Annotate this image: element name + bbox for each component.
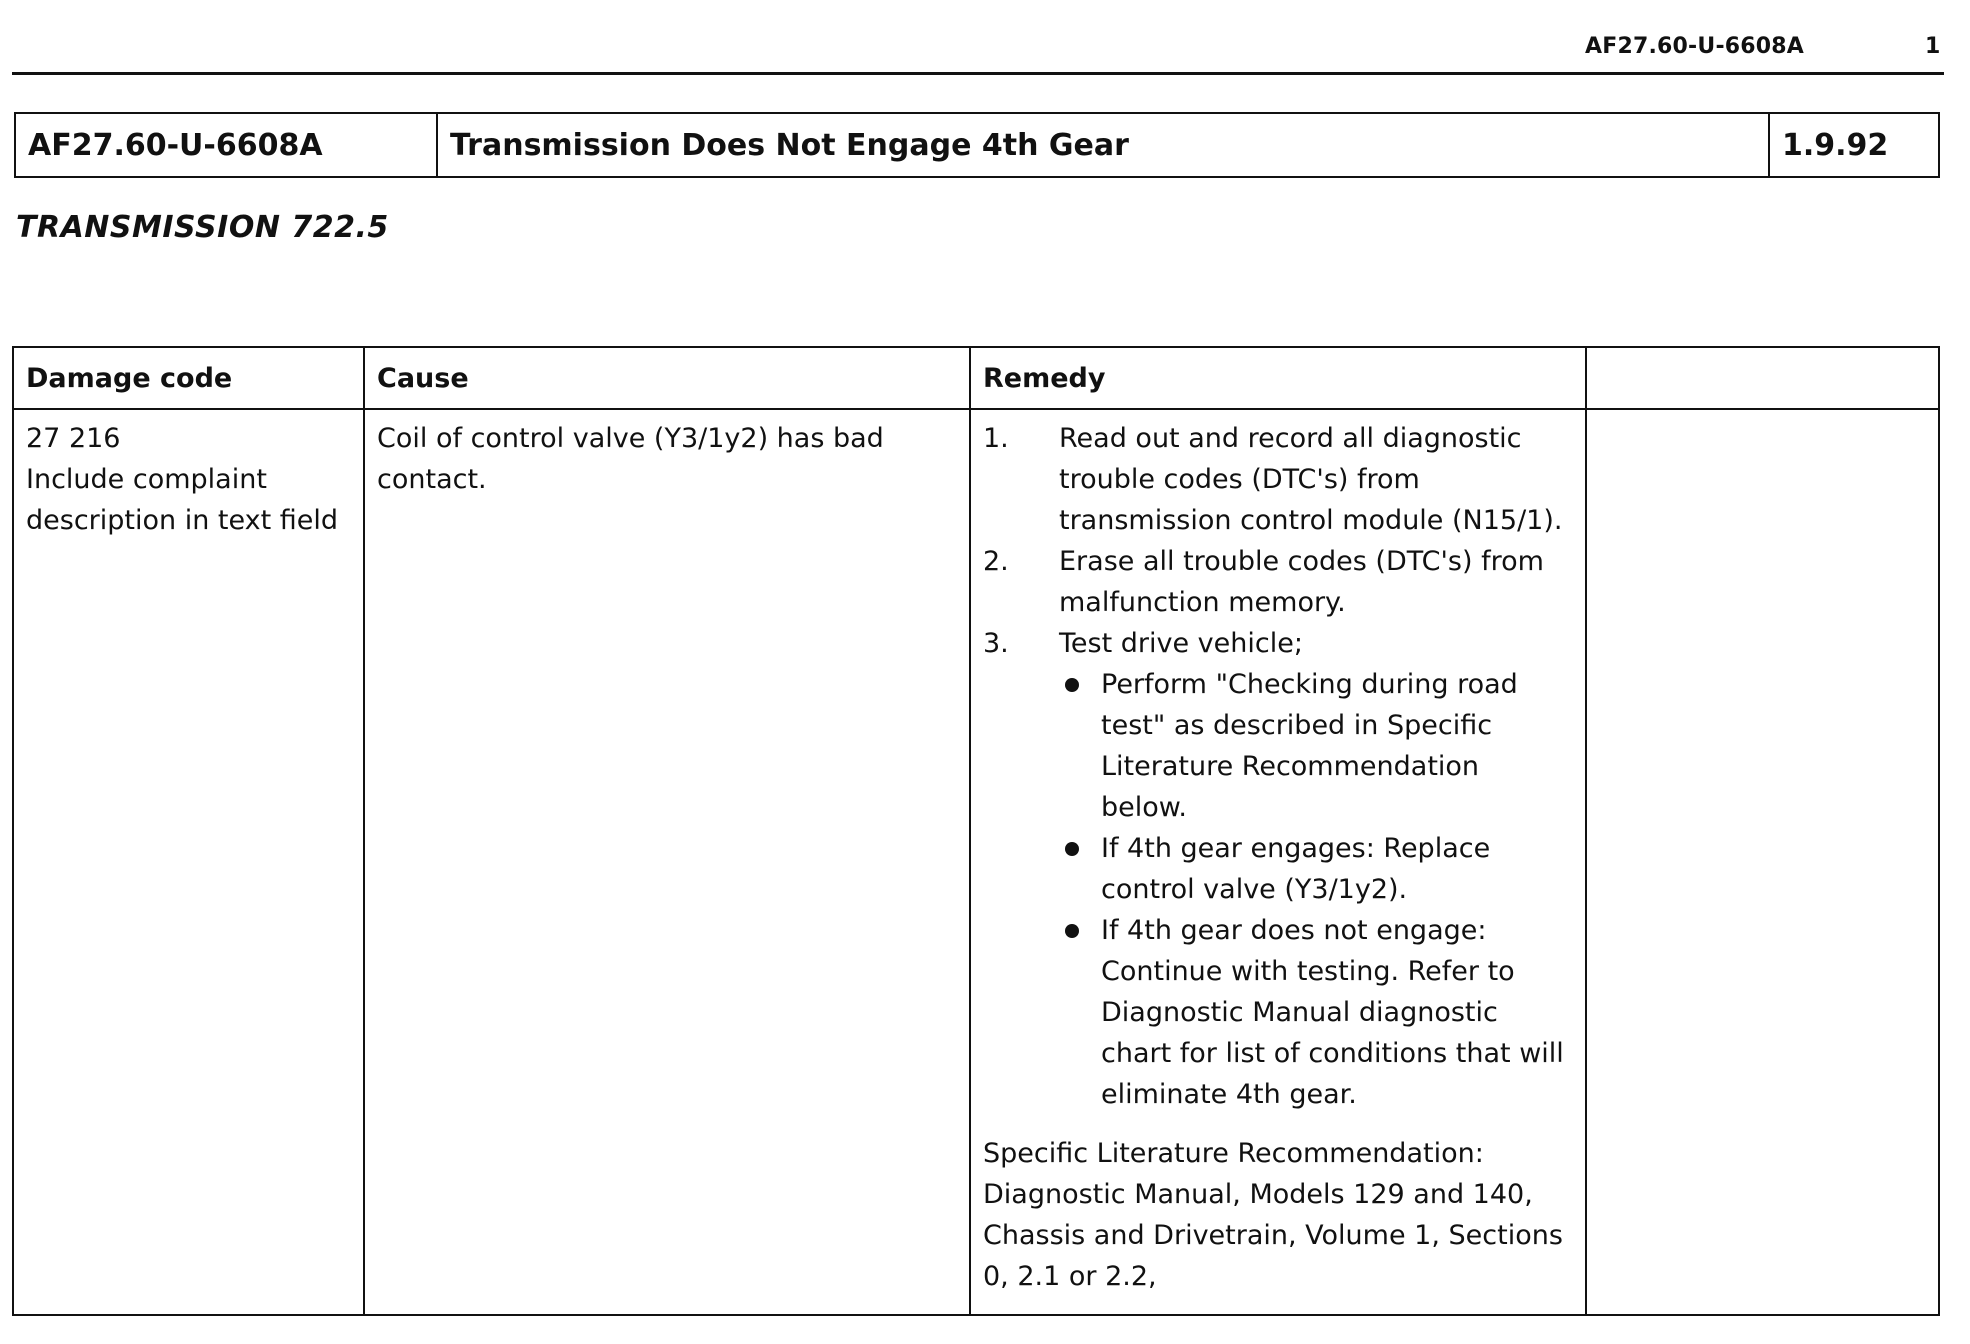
bullet-line: Continue with testing. Refer to [1101, 956, 1515, 987]
table-header-row [13, 347, 1939, 409]
step-number: 3. [983, 628, 1009, 659]
header-rule [12, 72, 1944, 75]
bullet-line: below. [1101, 792, 1187, 823]
cause-line: contact. [377, 464, 487, 495]
header-remedy: Remedy [970, 347, 1586, 409]
table-row [13, 409, 1939, 1315]
literature-line: 0, 2.1 or 2.2, [983, 1261, 1157, 1292]
step-line: Read out and record all diagnostic [1059, 423, 1522, 454]
step-line: trouble codes (DTC's) from [1059, 464, 1420, 495]
bullet-line: Perform "Checking during road [1101, 669, 1518, 700]
bullet-line: If 4th gear engages: Replace [1101, 833, 1491, 864]
bullet-line: eliminate 4th gear. [1101, 1079, 1357, 1110]
bullet-line: Literature Recommendation [1101, 751, 1480, 782]
step-line: transmission control module (N15/1). [1059, 505, 1563, 536]
remedy-cell [970, 409, 1586, 1315]
section-heading: TRANSMISSION 722.5 [16, 210, 389, 245]
damage-code-note-line: description in text field [26, 505, 339, 536]
step-number: 2. [983, 546, 1009, 577]
bullet-line: If 4th gear does not engage: [1101, 915, 1487, 946]
title-code: AF27.60-U-6608A [16, 114, 438, 176]
header-damage-code: Damage code [13, 347, 364, 409]
remedy-steps [983, 418, 1573, 1115]
remedy-step [983, 418, 1573, 541]
literature-line: Chassis and Drivetrain, Volume 1, Sections [983, 1220, 1563, 1251]
notes-cell [1586, 409, 1939, 1315]
bullet-item [1059, 828, 1573, 910]
test-drive-bullets [1059, 664, 1573, 1115]
page-number: 1 [1925, 34, 1941, 59]
damage-code-note-line: Include complaint [26, 464, 267, 495]
step-line: Test drive vehicle; [1059, 628, 1303, 659]
remedy-step [983, 541, 1573, 623]
damage-table [12, 346, 1940, 1316]
page-header-code: AF27.60-U-6608A [1585, 34, 1805, 59]
remedy-step [983, 623, 1573, 1115]
bullet-item [1059, 910, 1573, 1115]
bullet-line: chart for list of conditions that will [1101, 1038, 1564, 1069]
bullet-icon [1065, 924, 1079, 938]
step-number: 1. [983, 423, 1009, 454]
damage-code-cell [13, 409, 364, 1315]
bullet-icon [1065, 678, 1079, 692]
damage-code: 27 216 [26, 423, 121, 454]
step-line: Erase all trouble codes (DTC's) from [1059, 546, 1544, 577]
bullet-line: test" as described in Specific [1101, 710, 1493, 741]
bullet-item [1059, 664, 1573, 828]
step-line: malfunction memory. [1059, 587, 1346, 618]
title-date: 1.9.92 [1782, 127, 1889, 163]
title-box [14, 112, 1940, 178]
cause-cell [364, 409, 970, 1315]
header-notes [1586, 347, 1939, 409]
bullet-line: Diagnostic Manual diagnostic [1101, 997, 1498, 1028]
cause-line: Coil of control valve (Y3/1y2) has bad [377, 423, 884, 454]
literature-line: Specific Literature Recommendation: [983, 1138, 1484, 1169]
bullet-icon [1065, 842, 1079, 856]
literature-line: Diagnostic Manual, Models 129 and 140, [983, 1179, 1533, 1210]
header-cause: Cause [364, 347, 970, 409]
literature-recommendation [983, 1133, 1573, 1297]
document-title: Transmission Does Not Engage 4th Gear [438, 114, 1770, 176]
bullet-line: control valve (Y3/1y2). [1101, 874, 1408, 905]
